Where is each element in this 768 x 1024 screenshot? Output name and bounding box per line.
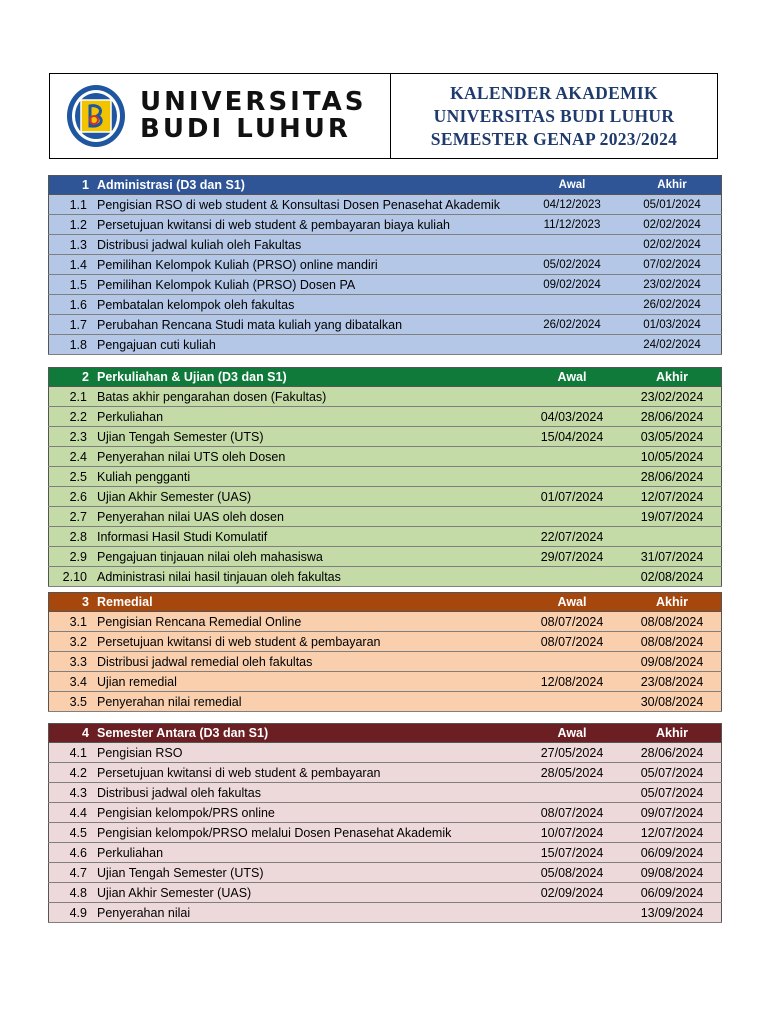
- table-row: [49, 632, 722, 652]
- row-start-date: 05/08/2024: [521, 863, 623, 883]
- table-row: [49, 427, 722, 447]
- row-end-date: 02/02/2024: [623, 215, 722, 235]
- table-row: [49, 467, 722, 487]
- row-description: Pemilihan Kelompok Kuliah (PRSO) online mandiri: [93, 255, 521, 275]
- row-description: Penyerahan nilai: [93, 903, 521, 923]
- row-end-date: 23/08/2024: [623, 672, 722, 692]
- row-end-date: 05/07/2024: [623, 763, 722, 783]
- table-row: [49, 275, 722, 295]
- table-row: [49, 235, 722, 255]
- row-end-date: Akhir: [623, 368, 722, 387]
- row-end-date: 05/07/2024: [623, 783, 722, 803]
- row-description: Kuliah pengganti: [93, 467, 521, 487]
- row-start-date: [521, 235, 623, 255]
- row-description: Remedial: [93, 593, 521, 612]
- row-description: Persetujuan kwitansi di web student & pembayaran biaya kuliah: [93, 215, 521, 235]
- row-number: 2.3: [49, 427, 94, 447]
- row-number: 1.3: [49, 235, 94, 255]
- row-description: Pengisian RSO: [93, 743, 521, 763]
- row-end-date: 30/08/2024: [623, 692, 722, 712]
- table-row: [49, 743, 722, 763]
- row-end-date: Akhir: [623, 593, 722, 612]
- row-description: Ujian Akhir Semester (UAS): [93, 883, 521, 903]
- row-end-date: 31/07/2024: [623, 547, 722, 567]
- row-description: Perubahan Rencana Studi mata kuliah yang dibatalkan: [93, 315, 521, 335]
- row-number: 2.8: [49, 527, 94, 547]
- row-number: 4: [49, 724, 94, 743]
- table-row: [49, 255, 722, 275]
- table-row: [49, 883, 722, 903]
- row-end-date: 09/08/2024: [623, 652, 722, 672]
- row-end-date: 28/06/2024: [623, 467, 722, 487]
- row-start-date: [521, 295, 623, 315]
- row-number: 1.2: [49, 215, 94, 235]
- row-start-date: 02/09/2024: [521, 883, 623, 903]
- row-number: 1.8: [49, 335, 94, 355]
- row-end-date: 23/02/2024: [623, 275, 722, 295]
- row-number: 1.6: [49, 295, 94, 315]
- row-description: Distribusi jadwal remedial oleh fakultas: [93, 652, 521, 672]
- row-description: Perkuliahan: [93, 843, 521, 863]
- section-header-row: [49, 593, 722, 612]
- row-description: Ujian Akhir Semester (UAS): [93, 487, 521, 507]
- table-row: [49, 863, 722, 883]
- row-number: 3.5: [49, 692, 94, 712]
- row-end-date: 28/06/2024: [623, 743, 722, 763]
- title-line-1: KALENDER AKADEMIK: [450, 82, 658, 103]
- row-start-date: 29/07/2024: [521, 547, 623, 567]
- row-start-date: 12/08/2024: [521, 672, 623, 692]
- row-end-date: 10/05/2024: [623, 447, 722, 467]
- row-end-date: 09/07/2024: [623, 803, 722, 823]
- row-start-date: Awal: [521, 368, 623, 387]
- row-end-date: 24/02/2024: [623, 335, 722, 355]
- row-start-date: 26/02/2024: [521, 315, 623, 335]
- row-start-date: Awal: [521, 593, 623, 612]
- row-start-date: [521, 783, 623, 803]
- row-description: Ujian Tengah Semester (UTS): [93, 427, 521, 447]
- section-table-4: [48, 723, 722, 923]
- row-number: 4.8: [49, 883, 94, 903]
- table-row: [49, 195, 722, 215]
- row-start-date: 04/12/2023: [521, 195, 623, 215]
- section-table-1: [48, 175, 722, 355]
- row-end-date: Akhir: [623, 176, 722, 195]
- row-description: Batas akhir pengarahan dosen (Fakultas): [93, 387, 521, 407]
- row-end-date: 05/01/2024: [623, 195, 722, 215]
- row-number: 2.4: [49, 447, 94, 467]
- row-description: Pengajuan tinjauan nilai oleh mahasiswa: [93, 547, 521, 567]
- row-start-date: 05/02/2024: [521, 255, 623, 275]
- row-description: Pengisian kelompok/PRS online: [93, 803, 521, 823]
- table-row: [49, 823, 722, 843]
- row-description: Pengisian RSO di web student & Konsultasi Dosen Penasehat Akademik: [93, 195, 521, 215]
- row-start-date: [521, 335, 623, 355]
- row-end-date: 08/08/2024: [623, 632, 722, 652]
- table-row: [49, 335, 722, 355]
- document-title: [391, 74, 717, 158]
- row-start-date: [521, 447, 623, 467]
- row-number: 4.3: [49, 783, 94, 803]
- table-row: [49, 215, 722, 235]
- row-number: 3.1: [49, 612, 94, 632]
- row-start-date: [521, 652, 623, 672]
- table-row: [49, 315, 722, 335]
- row-end-date: 23/02/2024: [623, 387, 722, 407]
- section-header-row: [49, 176, 722, 195]
- section-table-2: [48, 367, 722, 587]
- row-number: 2.7: [49, 507, 94, 527]
- row-number: 4.1: [49, 743, 94, 763]
- row-number: 2.6: [49, 487, 94, 507]
- row-description: Pengisian Rencana Remedial Online: [93, 612, 521, 632]
- section-header-row: [49, 368, 722, 387]
- row-start-date: 01/07/2024: [521, 487, 623, 507]
- row-number: 1.5: [49, 275, 94, 295]
- document-header: [49, 73, 718, 159]
- row-number: 4.6: [49, 843, 94, 863]
- table-row: [49, 447, 722, 467]
- row-number: 1.7: [49, 315, 94, 335]
- row-start-date: [521, 903, 623, 923]
- table-row: [49, 567, 722, 587]
- row-description: Penyerahan nilai UAS oleh dosen: [93, 507, 521, 527]
- row-description: Persetujuan kwitansi di web student & pembayaran: [93, 632, 521, 652]
- row-start-date: Awal: [521, 724, 623, 743]
- row-description: Administrasi (D3 dan S1): [93, 176, 521, 195]
- row-number: 4.9: [49, 903, 94, 923]
- university-emblem-icon: [66, 84, 126, 148]
- table-row: [49, 903, 722, 923]
- row-description: Penyerahan nilai remedial: [93, 692, 521, 712]
- row-description: Ujian Tengah Semester (UTS): [93, 863, 521, 883]
- section-table-3: [48, 592, 722, 712]
- table-row: [49, 652, 722, 672]
- table-row: [49, 487, 722, 507]
- row-description: Ujian remedial: [93, 672, 521, 692]
- row-start-date: 27/05/2024: [521, 743, 623, 763]
- table-row: [49, 692, 722, 712]
- row-description: Distribusi jadwal kuliah oleh Fakultas: [93, 235, 521, 255]
- row-description: Semester Antara (D3 dan S1): [93, 724, 521, 743]
- row-start-date: 15/04/2024: [521, 427, 623, 447]
- row-number: 2.10: [49, 567, 94, 587]
- row-number: 1: [49, 176, 94, 195]
- table-row: [49, 295, 722, 315]
- row-start-date: 09/02/2024: [521, 275, 623, 295]
- row-start-date: 11/12/2023: [521, 215, 623, 235]
- row-end-date: 12/07/2024: [623, 823, 722, 843]
- row-number: 2: [49, 368, 94, 387]
- row-end-date: 19/07/2024: [623, 507, 722, 527]
- row-end-date: [623, 527, 722, 547]
- row-start-date: 08/07/2024: [521, 632, 623, 652]
- row-description: Administrasi nilai hasil tinjauan oleh fakultas: [93, 567, 521, 587]
- table-row: [49, 763, 722, 783]
- row-number: 3.4: [49, 672, 94, 692]
- row-description: Pembatalan kelompok oleh fakultas: [93, 295, 521, 315]
- row-end-date: 08/08/2024: [623, 612, 722, 632]
- row-start-date: [521, 692, 623, 712]
- row-end-date: Akhir: [623, 724, 722, 743]
- row-description: Perkuliahan & Ujian (D3 dan S1): [93, 368, 521, 387]
- row-number: 2.1: [49, 387, 94, 407]
- row-start-date: 22/07/2024: [521, 527, 623, 547]
- university-logo: [50, 74, 391, 158]
- row-end-date: 28/06/2024: [623, 407, 722, 427]
- row-end-date: 13/09/2024: [623, 903, 722, 923]
- row-description: Pengisian kelompok/PRSO melalui Dosen Penasehat Akademik: [93, 823, 521, 843]
- title-line-2: UNIVERSITAS BUDI LUHUR: [433, 105, 675, 126]
- row-description: Perkuliahan: [93, 407, 521, 427]
- row-number: 3: [49, 593, 94, 612]
- table-row: [49, 783, 722, 803]
- row-start-date: [521, 467, 623, 487]
- section-header-row: [49, 724, 722, 743]
- row-number: 1.1: [49, 195, 94, 215]
- row-description: Informasi Hasil Studi Komulatif: [93, 527, 521, 547]
- logo-line-2: BUDI LUHUR: [140, 114, 351, 144]
- table-row: [49, 547, 722, 567]
- row-description: Distribusi jadwal oleh fakultas: [93, 783, 521, 803]
- row-number: 4.4: [49, 803, 94, 823]
- row-start-date: 08/07/2024: [521, 803, 623, 823]
- row-end-date: 09/08/2024: [623, 863, 722, 883]
- row-number: 2.5: [49, 467, 94, 487]
- row-description: Pengajuan cuti kuliah: [93, 335, 521, 355]
- row-end-date: 01/03/2024: [623, 315, 722, 335]
- row-end-date: 03/05/2024: [623, 427, 722, 447]
- row-number: 4.5: [49, 823, 94, 843]
- row-number: 3.3: [49, 652, 94, 672]
- table-row: [49, 507, 722, 527]
- table-row: [49, 407, 722, 427]
- row-number: 2.2: [49, 407, 94, 427]
- row-end-date: 07/02/2024: [623, 255, 722, 275]
- row-end-date: 12/07/2024: [623, 487, 722, 507]
- row-start-date: 15/07/2024: [521, 843, 623, 863]
- row-end-date: 06/09/2024: [623, 883, 722, 903]
- row-number: 4.2: [49, 763, 94, 783]
- row-number: 1.4: [49, 255, 94, 275]
- row-start-date: [521, 387, 623, 407]
- table-row: [49, 803, 722, 823]
- row-number: 3.2: [49, 632, 94, 652]
- row-start-date: [521, 567, 623, 587]
- row-number: 4.7: [49, 863, 94, 883]
- row-start-date: [521, 507, 623, 527]
- row-number: 2.9: [49, 547, 94, 567]
- row-end-date: 02/02/2024: [623, 235, 722, 255]
- row-end-date: 26/02/2024: [623, 295, 722, 315]
- row-end-date: 02/08/2024: [623, 567, 722, 587]
- row-end-date: 06/09/2024: [623, 843, 722, 863]
- row-description: Persetujuan kwitansi di web student & pembayaran: [93, 763, 521, 783]
- row-description: Pemilihan Kelompok Kuliah (PRSO) Dosen PA: [93, 275, 521, 295]
- title-line-3: SEMESTER GENAP 2023/2024: [430, 128, 678, 149]
- table-row: [49, 672, 722, 692]
- table-row: [49, 612, 722, 632]
- table-row: [49, 527, 722, 547]
- table-row: [49, 843, 722, 863]
- table-row: [49, 387, 722, 407]
- row-start-date: 28/05/2024: [521, 763, 623, 783]
- row-start-date: 10/07/2024: [521, 823, 623, 843]
- logo-line-1: UNIVERSITAS: [140, 87, 367, 117]
- row-start-date: 08/07/2024: [521, 612, 623, 632]
- row-description: Penyerahan nilai UTS oleh Dosen: [93, 447, 521, 467]
- row-start-date: 04/03/2024: [521, 407, 623, 427]
- row-start-date: Awal: [521, 176, 623, 195]
